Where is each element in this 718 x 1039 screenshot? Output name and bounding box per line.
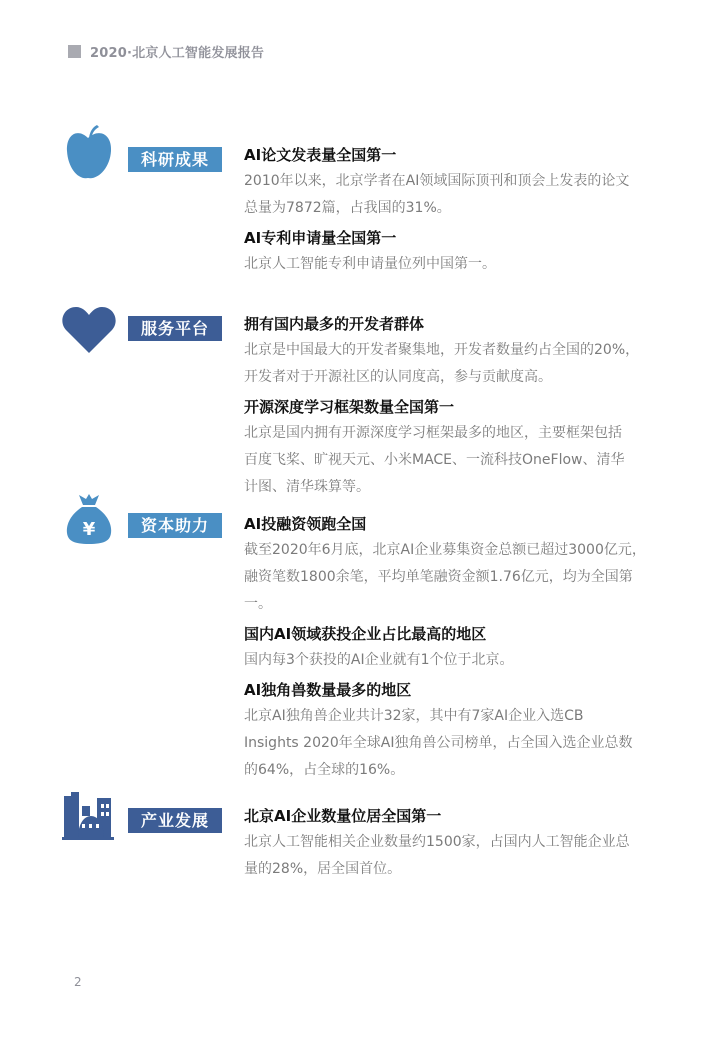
item-title: 开源深度学习框架数量全国第一 <box>244 398 455 416</box>
item-text: 北京是国内拥有开源深度学习框架最多的地区，主要框架包括 百度飞桨、旷视天元、小米MACE、一流科技OneFlow、清华 计图、清华珠算等。 <box>244 425 625 495</box>
item-title: 拥有国内最多的开发者群体 <box>244 315 425 333</box>
item-title: AI专利申请量全国第一 <box>244 229 397 247</box>
section-capital <box>244 511 684 787</box>
badge-service: 服务平台 <box>128 316 222 341</box>
item-text: 2010年以来，北京学者在AI领域国际顶刊和顶会上发表的论文 总量为7872篇，占我国的31%。 <box>244 173 630 216</box>
page-number: 2 <box>74 975 82 989</box>
badge-research: 科研成果 <box>128 147 222 172</box>
section-service <box>244 311 684 504</box>
heart-icon <box>62 306 116 358</box>
page-header <box>68 42 264 60</box>
item-text: 国内每3个获投的AI企业就有1个位于北京。 <box>244 652 514 668</box>
money-bag-icon <box>66 493 112 549</box>
item-text: 北京人工智能专利申请量位列中国第一。 <box>244 256 496 272</box>
item-title: 北京AI企业数量位居全国第一 <box>244 807 442 825</box>
industry-building-icon <box>62 788 114 844</box>
badge-industry: 产业发展 <box>128 808 222 833</box>
item-text: 截至2020年6月底，北京AI企业募集资金总额已超过3000亿元， 融资笔数1800余笔，平均单笔融资金额1.76亿元，均为全国第 一。 <box>244 542 646 612</box>
item-title: AI独角兽数量最多的地区 <box>244 681 412 699</box>
item-title: AI投融资领跑全国 <box>244 515 367 533</box>
badge-capital: 资本助力 <box>128 513 222 538</box>
apple-icon <box>66 124 112 186</box>
item-text: 北京是中国最大的开发者聚集地，开发者数量约占全国的20%， 开发者对于开源社区的认同度高，参与贡献度高。 <box>244 342 640 385</box>
section-research <box>244 142 684 281</box>
item-text: 北京AI独角兽企业共计32家，其中有7家AI企业入选CB Insights 2020年全球AI独角兽公司榜单，占全国入选企业总数 的64%，占全球的16%。 <box>244 708 633 778</box>
item-title: AI论文发表量全国第一 <box>244 146 397 164</box>
item-title: 国内AI领域获投企业占比最高的地区 <box>244 625 487 643</box>
item-text: 北京人工智能相关企业数量约1500家，占国内人工智能企业总 量的28%，居全国首位。 <box>244 834 630 877</box>
header-square-icon <box>68 45 81 58</box>
yen-glyph: ¥ <box>82 519 96 540</box>
header-title: 2020·北京人工智能发展报告 <box>90 45 265 61</box>
section-industry <box>244 803 684 886</box>
